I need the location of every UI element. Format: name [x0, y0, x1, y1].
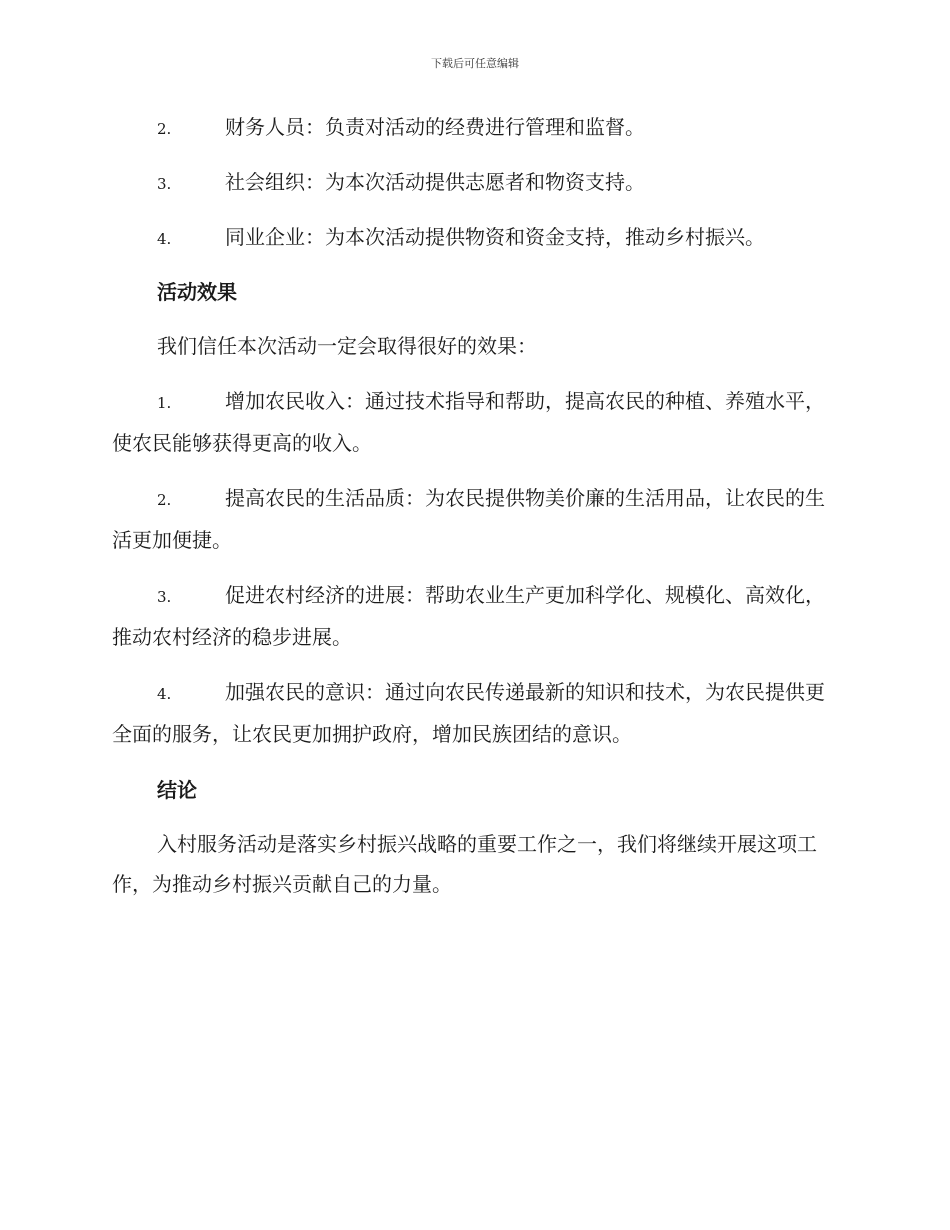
header-note: 下载后可任意编辑 — [431, 57, 519, 70]
list-text: 同业企业：为本次活动提供物资和资金支持，推动乡村振兴。 — [225, 225, 765, 249]
responsibility-item — [112, 107, 834, 149]
effect-item — [112, 381, 834, 463]
list-number: 3. — [157, 175, 172, 193]
list-text: 提高农民的生活品质：为农民提供物美价廉的生活用品，让农民的生活更加便捷。 — [112, 486, 825, 552]
section-heading-effects: 活动效果 — [157, 280, 237, 304]
list-number: 2. — [157, 491, 172, 509]
responsibility-item — [112, 162, 834, 204]
list-number: 4. — [157, 685, 172, 703]
list-text: 财务人员：负责对活动的经费进行管理和监督。 — [225, 115, 645, 139]
section-heading-conclusion: 结论 — [157, 778, 197, 802]
list-text: 促进农村经济的进展：帮助农业生产更加科学化、规模化、高效化，推动农村经济的稳步进展。 — [112, 583, 825, 649]
effect-item — [112, 672, 834, 754]
list-number: 1. — [157, 394, 172, 412]
list-text: 加强农民的意识：通过向农民传递最新的知识和技术，为农民提供更全面的服务，让农民更加拥护政府，增加民族团结的意识。 — [112, 680, 825, 746]
effect-item — [112, 478, 834, 560]
effect-item — [112, 575, 834, 657]
conclusion-paragraph: 入村服务活动是落实乡村振兴战略的重要工作之一，我们将继续开展这项工作，为推动乡村振兴贡献自己的力量。 — [112, 832, 817, 896]
list-number: 3. — [157, 588, 172, 606]
list-number: 4. — [157, 230, 172, 248]
list-number: 2. — [157, 120, 172, 138]
responsibility-item — [112, 217, 834, 259]
list-text: 增加农民收入：通过技术指导和帮助，提高农民的种植、养殖水平，使农民能够获得更高的收入。 — [112, 389, 825, 455]
list-text: 社会组织：为本次活动提供志愿者和物资支持。 — [225, 170, 645, 194]
effects-intro: 我们信任本次活动一定会取得很好的效果： — [157, 334, 537, 358]
